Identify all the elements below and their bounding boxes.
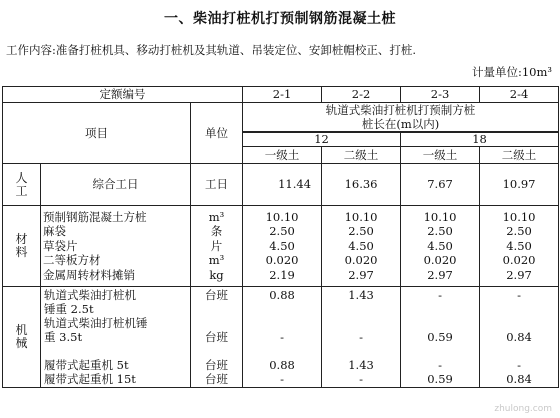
machinery-value: 0.88 [269, 358, 295, 372]
labor-value: 16.36 [322, 164, 401, 206]
material-item: 草袋片 [43, 238, 78, 253]
material-unit: m³ [208, 253, 225, 268]
material-value: 10.10 [423, 209, 457, 224]
machinery-value [480, 316, 558, 330]
machinery-value: - [359, 330, 363, 344]
machinery-col-4 [480, 287, 559, 388]
machinery-value: 0.59 [427, 330, 453, 344]
machinery-col-3 [401, 287, 480, 388]
machinery-value: - [280, 372, 284, 386]
machinery-item-line: 轨道式柴油打桩机锤 [44, 316, 148, 330]
material-item: 金属周转材料摊销 [43, 267, 135, 282]
soil-cell: 二级土 [322, 147, 401, 164]
machinery-category-char: 械 [15, 336, 28, 350]
machinery-unit [191, 316, 242, 330]
machinery-value [322, 302, 400, 316]
code-label: 定额编号 [3, 87, 243, 103]
material-value: 2.97 [427, 267, 453, 282]
code-row [3, 87, 559, 103]
material-item: 麻袋 [43, 224, 66, 239]
machinery-value: 1.43 [348, 358, 374, 372]
material-value: 2.50 [506, 224, 532, 239]
material-value: 4.50 [348, 238, 374, 253]
material-value: 10.10 [344, 209, 378, 224]
machinery-value: 0.59 [427, 372, 453, 386]
machinery-value: 1.43 [348, 288, 374, 302]
machinery-value [480, 302, 558, 316]
machinery-value [401, 316, 479, 330]
machinery-value [243, 344, 321, 358]
machinery-unit: 台班 [205, 288, 229, 302]
material-unit: kg [209, 267, 224, 282]
labor-category [3, 164, 41, 206]
machinery-item-line: 重 3.5t [44, 330, 83, 344]
machinery-value [243, 316, 321, 330]
material-value: 4.50 [427, 238, 453, 253]
material-value: 0.020 [344, 253, 378, 268]
labor-row [3, 164, 559, 206]
machinery-units [191, 287, 243, 388]
machinery-item-line: 轨道式柴油打桩机 [44, 288, 136, 302]
machinery-value [322, 344, 400, 358]
material-value: 2.50 [269, 224, 295, 239]
labor-value: 7.67 [401, 164, 480, 206]
machinery-value: - [517, 288, 521, 302]
material-value: 2.50 [348, 224, 374, 239]
material-item: 二等板方材 [43, 253, 101, 268]
machinery-item-line [41, 344, 190, 358]
machinery-items [41, 287, 191, 388]
materials-category-char: 料 [15, 245, 28, 259]
quota-table [2, 86, 559, 388]
material-value: 0.020 [502, 253, 536, 268]
machinery-value [322, 316, 400, 330]
machinery-value [480, 344, 558, 358]
labor-category-char: 工 [15, 183, 28, 198]
materials-items [41, 206, 191, 287]
machinery-value: - [517, 358, 521, 372]
machinery-unit [191, 302, 242, 316]
labor-value: 10.97 [480, 164, 559, 206]
machinery-unit: 台班 [205, 330, 229, 344]
materials-col-3 [401, 206, 480, 287]
work-content-text: 工作内容:准备打桩机具、移动打桩机及其轨道、吊装定位、安卸桩帽校正、打桩. [6, 43, 417, 57]
machinery-col-2 [322, 287, 401, 388]
code-cell: 2-3 [401, 87, 480, 103]
machinery-unit: 台班 [205, 358, 229, 372]
materials-col-4 [480, 206, 559, 287]
machinery-value [401, 344, 479, 358]
length-cell: 18 [401, 133, 559, 147]
material-value: 2.19 [269, 267, 295, 282]
group-title [243, 103, 559, 132]
group-title-line2: 桩长在(m以内) [361, 117, 440, 131]
materials-col-2 [322, 206, 401, 287]
soil-cell: 一级土 [401, 147, 480, 164]
material-unit: 条 [210, 224, 223, 239]
length-cell: 12 [243, 133, 401, 147]
labor-item: 综合工日 [41, 164, 191, 206]
material-value: 2.97 [348, 267, 374, 282]
materials-col-1 [243, 206, 322, 287]
machinery-item-line: 锤重 2.5t [44, 302, 94, 316]
machinery-value: - [280, 330, 284, 344]
materials-category [3, 206, 41, 287]
group-title-line1: 轨道式柴油打桩机打预制方桩 [325, 103, 476, 117]
material-value: 4.50 [506, 238, 532, 253]
measurement-unit: 计量单位:10m³ [471, 65, 552, 79]
material-item: 预制钢筋混凝土方桩 [43, 209, 147, 224]
machinery-value: - [359, 372, 363, 386]
project-label: 项目 [3, 103, 191, 164]
machinery-unit: 台班 [205, 372, 229, 386]
materials-category-char: 材 [15, 232, 28, 246]
labor-category-char: 人 [15, 170, 28, 185]
materials-units [191, 206, 243, 287]
group-title-row [3, 103, 559, 132]
machinery-item-line: 履带式起重机 5t [44, 358, 129, 372]
machinery-value: - [438, 358, 442, 372]
material-value: 2.50 [427, 224, 453, 239]
code-cell: 2-2 [322, 87, 401, 103]
labor-unit: 工日 [191, 164, 243, 206]
page-title: 一、柴油打桩机打预制钢筋混凝土桩 [164, 11, 396, 27]
machinery-value [243, 302, 321, 316]
soil-cell: 二级土 [480, 147, 559, 164]
material-value: 0.020 [265, 253, 299, 268]
machinery-category-char: 机 [15, 323, 28, 337]
labor-value: 11.44 [243, 164, 322, 206]
machinery-value [401, 302, 479, 316]
soil-cell: 一级土 [243, 147, 322, 164]
code-cell: 2-4 [480, 87, 559, 103]
machinery-category [3, 287, 41, 388]
machinery-block [3, 287, 559, 388]
material-value: 0.020 [423, 253, 457, 268]
material-value: 2.97 [506, 267, 532, 282]
code-cell: 2-1 [243, 87, 322, 103]
material-unit: 片 [210, 238, 223, 253]
machinery-value: 0.84 [506, 330, 532, 344]
machinery-value: 0.84 [506, 372, 532, 386]
material-value: 4.50 [269, 238, 295, 253]
unit-label: 单位 [191, 103, 243, 164]
material-unit: m³ [208, 209, 225, 224]
machinery-value: - [438, 288, 442, 302]
machinery-col-1 [243, 287, 322, 388]
machinery-value: 0.88 [269, 288, 295, 302]
materials-block [3, 206, 559, 287]
machinery-unit [191, 344, 242, 358]
material-value: 10.10 [265, 209, 299, 224]
machinery-item-line: 履带式起重机 15t [44, 372, 136, 386]
watermark: zhulong.com [494, 404, 552, 414]
material-value: 10.10 [502, 209, 536, 224]
